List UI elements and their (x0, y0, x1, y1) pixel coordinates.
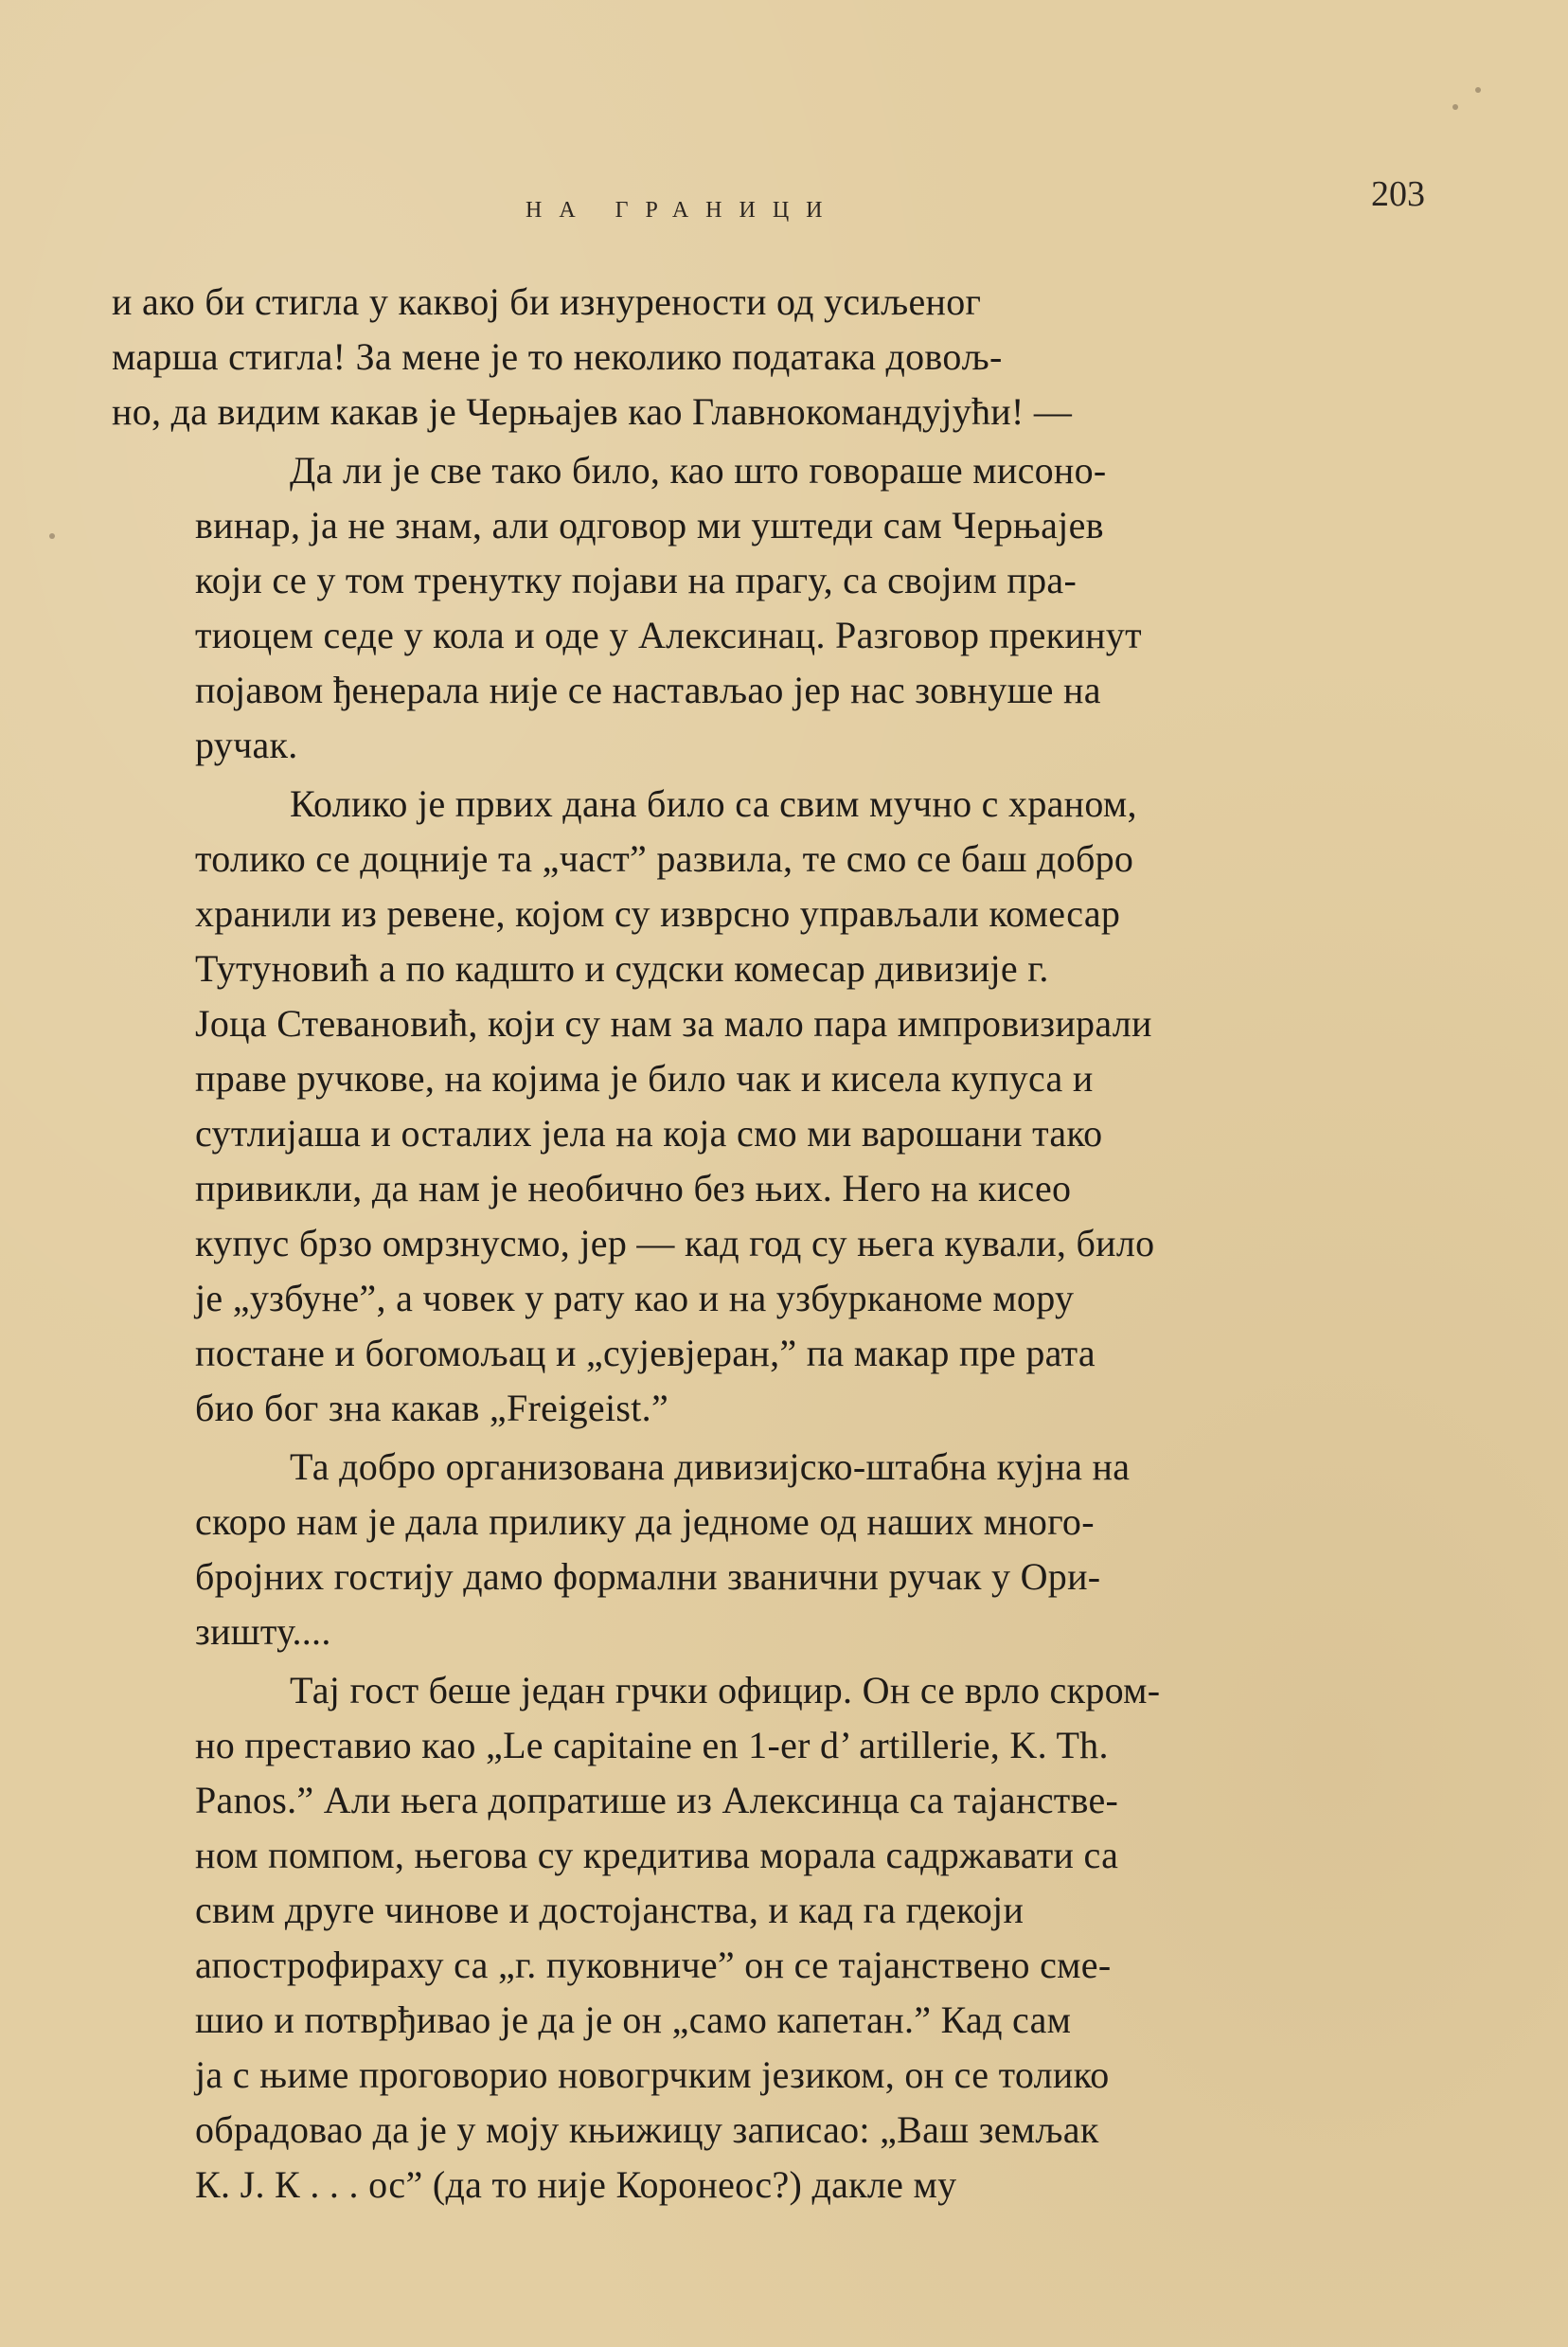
paragraph-5-line-1: Тај гост беше један грчки официр. Он се врло скром- (290, 1669, 1161, 1711)
paragraph-5-line-4: ном помпом, његова су кредитива морала садржавати са (195, 1834, 1119, 1876)
paragraph-5-line-5: свим друге чинове и достојанства, и кад га гдекоји (195, 1889, 1025, 1931)
ink-dot (1452, 104, 1458, 110)
paragraph-3-line-4: Тутуновић а по кадшто и судски комесар дивизије г. (195, 947, 1049, 990)
paragraph-5-line-3: Panos.” Али њега допратише из Алексинца са тајанстве- (195, 1779, 1119, 1821)
paragraph-1-line-2: марша стигла! За мене је то неколико података довољ- (112, 335, 1003, 378)
paragraph-4-line-2: скоро нам је дала прилику да једноме од наших много- (195, 1500, 1095, 1543)
paragraph-5-line-2: но преставио као „Le capitaine en 1-er d’ artillerie, K. Th. (195, 1724, 1109, 1766)
paragraph-2-line-2: винар, ја не знам, али одговор ми уштеди сам Черњајев (195, 504, 1104, 546)
paragraph-3-line-1: Колико је првих дана било са свим мучно с храном, (290, 782, 1137, 825)
paragraph-1-line-1: и ако би стигла у каквој би изнурености од усиљеног (112, 280, 982, 323)
page-number: 203 (1371, 174, 1425, 214)
paragraph-2-line-4: тиоцем седе у кола и оде у Алексинац. Разговор прекинут (195, 614, 1142, 656)
paragraph-3-line-10: је „узбуне”, а човек у рату као и на узбурканоме мору (195, 1277, 1075, 1319)
paragraph-2-line-6: ручак. (195, 724, 298, 766)
paragraph-5-line-7: шио и потврђивао је да је он „само капетан.” Кад сам (195, 1998, 1072, 2041)
ink-dot (1475, 87, 1481, 93)
paragraph-4-line-3: бројних гостију дамо формални званични ручак у Ори- (195, 1555, 1101, 1598)
paragraph-5-line-8: ја с њиме проговорио новогрчким језиком, он се толико (195, 2053, 1110, 2096)
paragraph-5 (112, 1663, 1385, 2213)
paragraph-5-line-6: апострофираху са „г. пуковниче” он се тајанствено сме- (195, 1944, 1112, 1986)
paragraph-3-line-8: привикли, да нам је необично без њих. Него на кисео (195, 1167, 1072, 1209)
paragraph-2-line-3: који се у том тренутку појави на прагу, са својим пра- (195, 559, 1078, 601)
ink-dot (49, 533, 55, 539)
paragraph-3-line-12: био бог зна какав „Freigeist.” (195, 1387, 669, 1429)
paragraph-3-line-6: праве ручкове, на којима је било чак и кисела купуса и (195, 1057, 1094, 1100)
body-text (112, 275, 1385, 2213)
paragraph-1 (112, 275, 1385, 439)
page-header (90, 166, 1463, 232)
paragraph-4-line-1: Та добро организована дивизијско-штабна кујна на (290, 1445, 1131, 1488)
paragraph-3-line-11: постане и богомољац и „сујевјеран,” па макар пре рата (195, 1332, 1096, 1374)
paragraph-5-line-9: обрадовао да је у моју књижицу записао: „Ваш земљак (195, 2108, 1099, 2151)
running-head: НА ГРАНИЦИ (526, 198, 840, 223)
paragraph-2-line-1: Да ли је све тако било, као што говораше мисоно- (290, 449, 1107, 492)
paragraph-3 (112, 777, 1385, 1436)
paragraph-3-line-5: Јоца Стевановић, који су нам за мало пара импровизирали (195, 1002, 1152, 1045)
paragraph-4 (112, 1440, 1385, 1659)
paragraph-1-line-3: но, да видим какав је Черњајев као Главнокомандујући! — (112, 390, 1073, 433)
paragraph-2-line-5: појавом ђенерала није се настављао јер нас зовнуше на (195, 669, 1101, 711)
paragraph-3-line-2: толико се доцније та „част” развила, те смо се баш добро (195, 837, 1134, 880)
paragraph-3-line-9: купус брзо омрзнусмо, јер — кад год су њега кували, било (195, 1222, 1155, 1264)
paragraph-2 (112, 443, 1385, 773)
paragraph-3-line-7: сутлијаша и осталих јела на која смо ми варошани тако (195, 1112, 1103, 1155)
paragraph-5-line-10: К. Ј. К . . . ос” (да то није Коронеос?) дакле му (195, 2163, 957, 2206)
paragraph-4-line-4: зишту.... (195, 1610, 331, 1653)
paragraph-3-line-3: хранили из ревене, којом су изврсно управљали комесар (195, 892, 1121, 935)
